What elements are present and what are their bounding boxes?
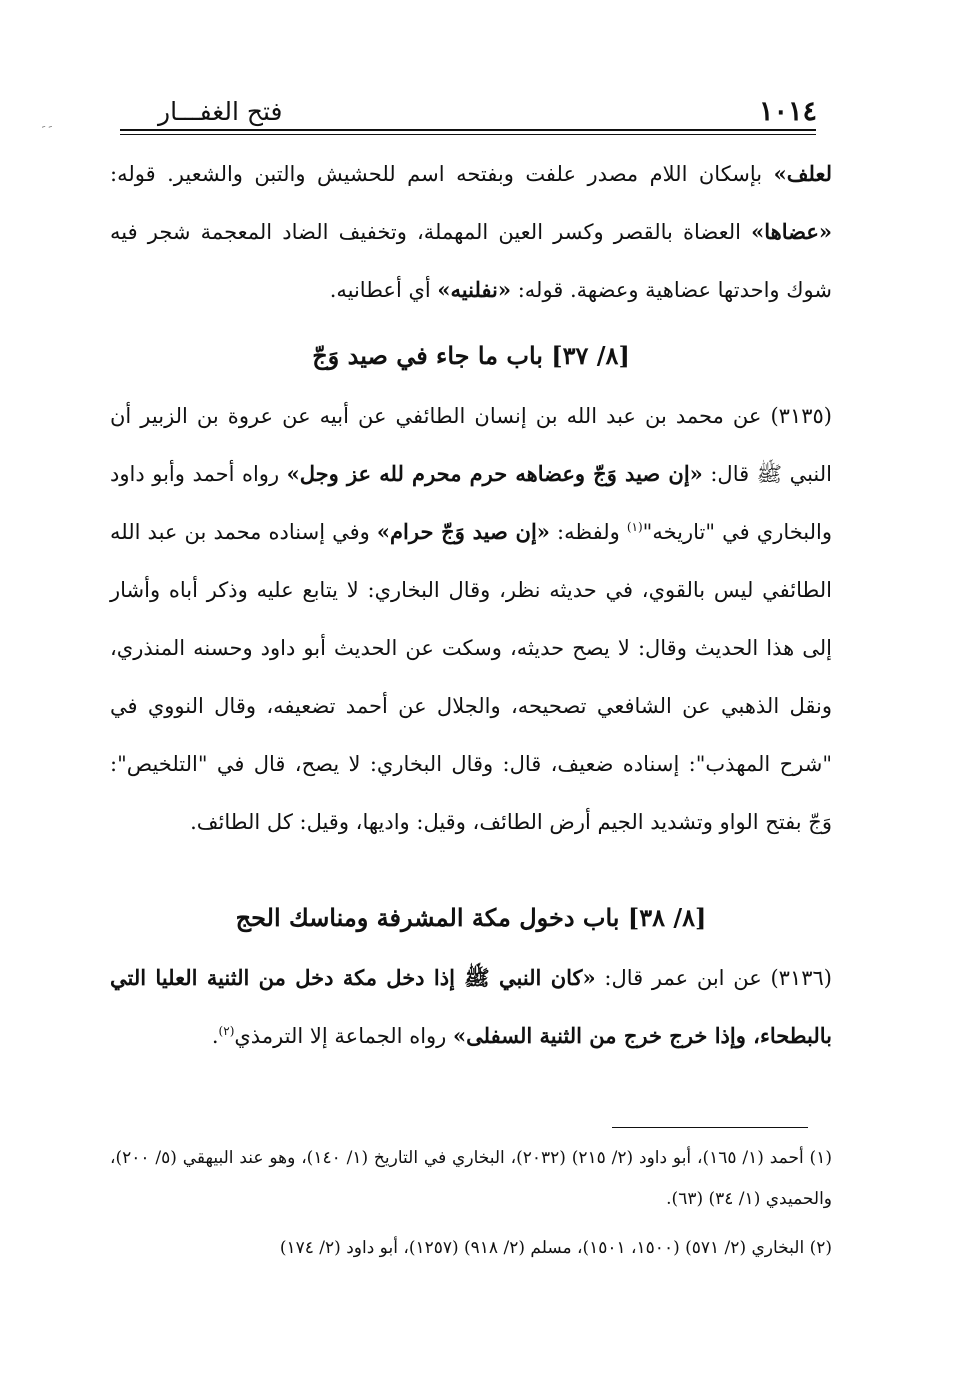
text-run: عن محمد بن عبد الله بن إنسان الطائفي عن أبيه عن عروة بن الزبير أن النبي ﷺ قال:: [110, 404, 832, 486]
footnote-2: (٢) البخاري (٢/ ٥٧١) (١٥٠٠، ١٥٠١)، مسلم (٢/ ٩١٨) (١٢٥٧)، أبو داود (٢/ ١٧٤): [279, 1238, 832, 1258]
scan-mark-icon: ﹶ ﹶ: [42, 124, 52, 137]
footnote-ref[interactable]: (٢): [218, 1024, 235, 1038]
hadith-number: (٣١٣٦): [770, 966, 832, 990]
paragraph-glossary: [110, 145, 832, 319]
chapter-heading-37: [٨/ ٣٧] باب ما جاء في صيد وَجّ: [312, 341, 630, 370]
text-run: رواه الجماعة إلا الترمذي: [234, 1024, 453, 1048]
header-rule: [120, 129, 816, 131]
footnote-separator: [612, 1127, 808, 1128]
bold-term: لعلف»: [773, 161, 832, 186]
hadith-number: (٣١٣٥): [770, 404, 832, 428]
text-run: بإسكان اللام مصدر علفت وبفتحه اسم للحشيش والتبن والشعير. قوله:: [110, 162, 774, 186]
text-run: أي أعطانيه.: [329, 278, 438, 302]
footnote-ref[interactable]: (١): [626, 520, 643, 534]
page-number: ١٠١٤: [758, 96, 817, 127]
text-run: رواه أحمد وأبو داود والبخاري في "تاريخه": [110, 462, 833, 544]
bold-term: «نفلنيه»: [437, 277, 512, 302]
running-title: فتح الغفـــار: [158, 97, 283, 126]
hadith-quote: «إن صيد وَجّ وعضاهه حرم محرم لله عز وجل»: [286, 461, 703, 486]
header-rule-thin: [120, 134, 816, 135]
text-run: ولفظه:: [549, 520, 627, 544]
text-run: العضاة بالقصر وكسر العين المهملة، وتخفيف الضاد المعجمة شجر فيه شوك واحدتها عضاهية وعضهة. قوله:: [110, 220, 832, 302]
hadith-quote: «إن صيد وَجّ حرام»: [376, 519, 550, 544]
bold-term: «عضاها»: [751, 219, 832, 244]
hadith-quote: «كان النبي ﷺ إذا دخل مكة دخل من الثنية العليا التي بالبطحاء، وإذا خرج خرج من الثنية السفلى»: [110, 965, 832, 1048]
text-run: عن ابن عمر قال:: [595, 966, 771, 990]
chapter-heading-38: [٨/ ٣٨] باب دخول مكة المشرفة ومناسك الحج: [235, 903, 707, 932]
hadith-3135: [110, 387, 832, 851]
text-run: .: [211, 1024, 219, 1048]
hadith-3136: [110, 949, 832, 1065]
footnote-1: (١) أحمد (١/ ١٦٥)، أبو داود (٢/ ٢١٥) (٢٠٣٢)، البخاري في التاريخ (١/ ١٤٠)، وهو عند البيهقي (٥/ ٢٠٠)، والحميدي (١/ ٣٤) (٦٣).: [110, 1148, 832, 1209]
text-run: وفي إسناده محمد بن عبد الله الطائفي ليس بالقوي، في حديثه نظر، وقال البخاري: لا يتابع عليه وذكر أباه وأشار إلى هذا الحديث وقال: لا يصح حديثه، وسكت عن الحديث أبو داود وحسنه المنذري، ونقل الذهبي عن الشافعي تصحيحه، والجلال عن أحمد تضعيفه، وقال النووي في "شرح المهذب": إسناده ضعيف، قال: وقال البخاري: لا يصح، قال في "التلخيص": وَجّ بفتح الواو وتشديد الجيم أرض الطائف، وقيل: واديها، وقيل: كل الطائف.: [110, 520, 832, 834]
